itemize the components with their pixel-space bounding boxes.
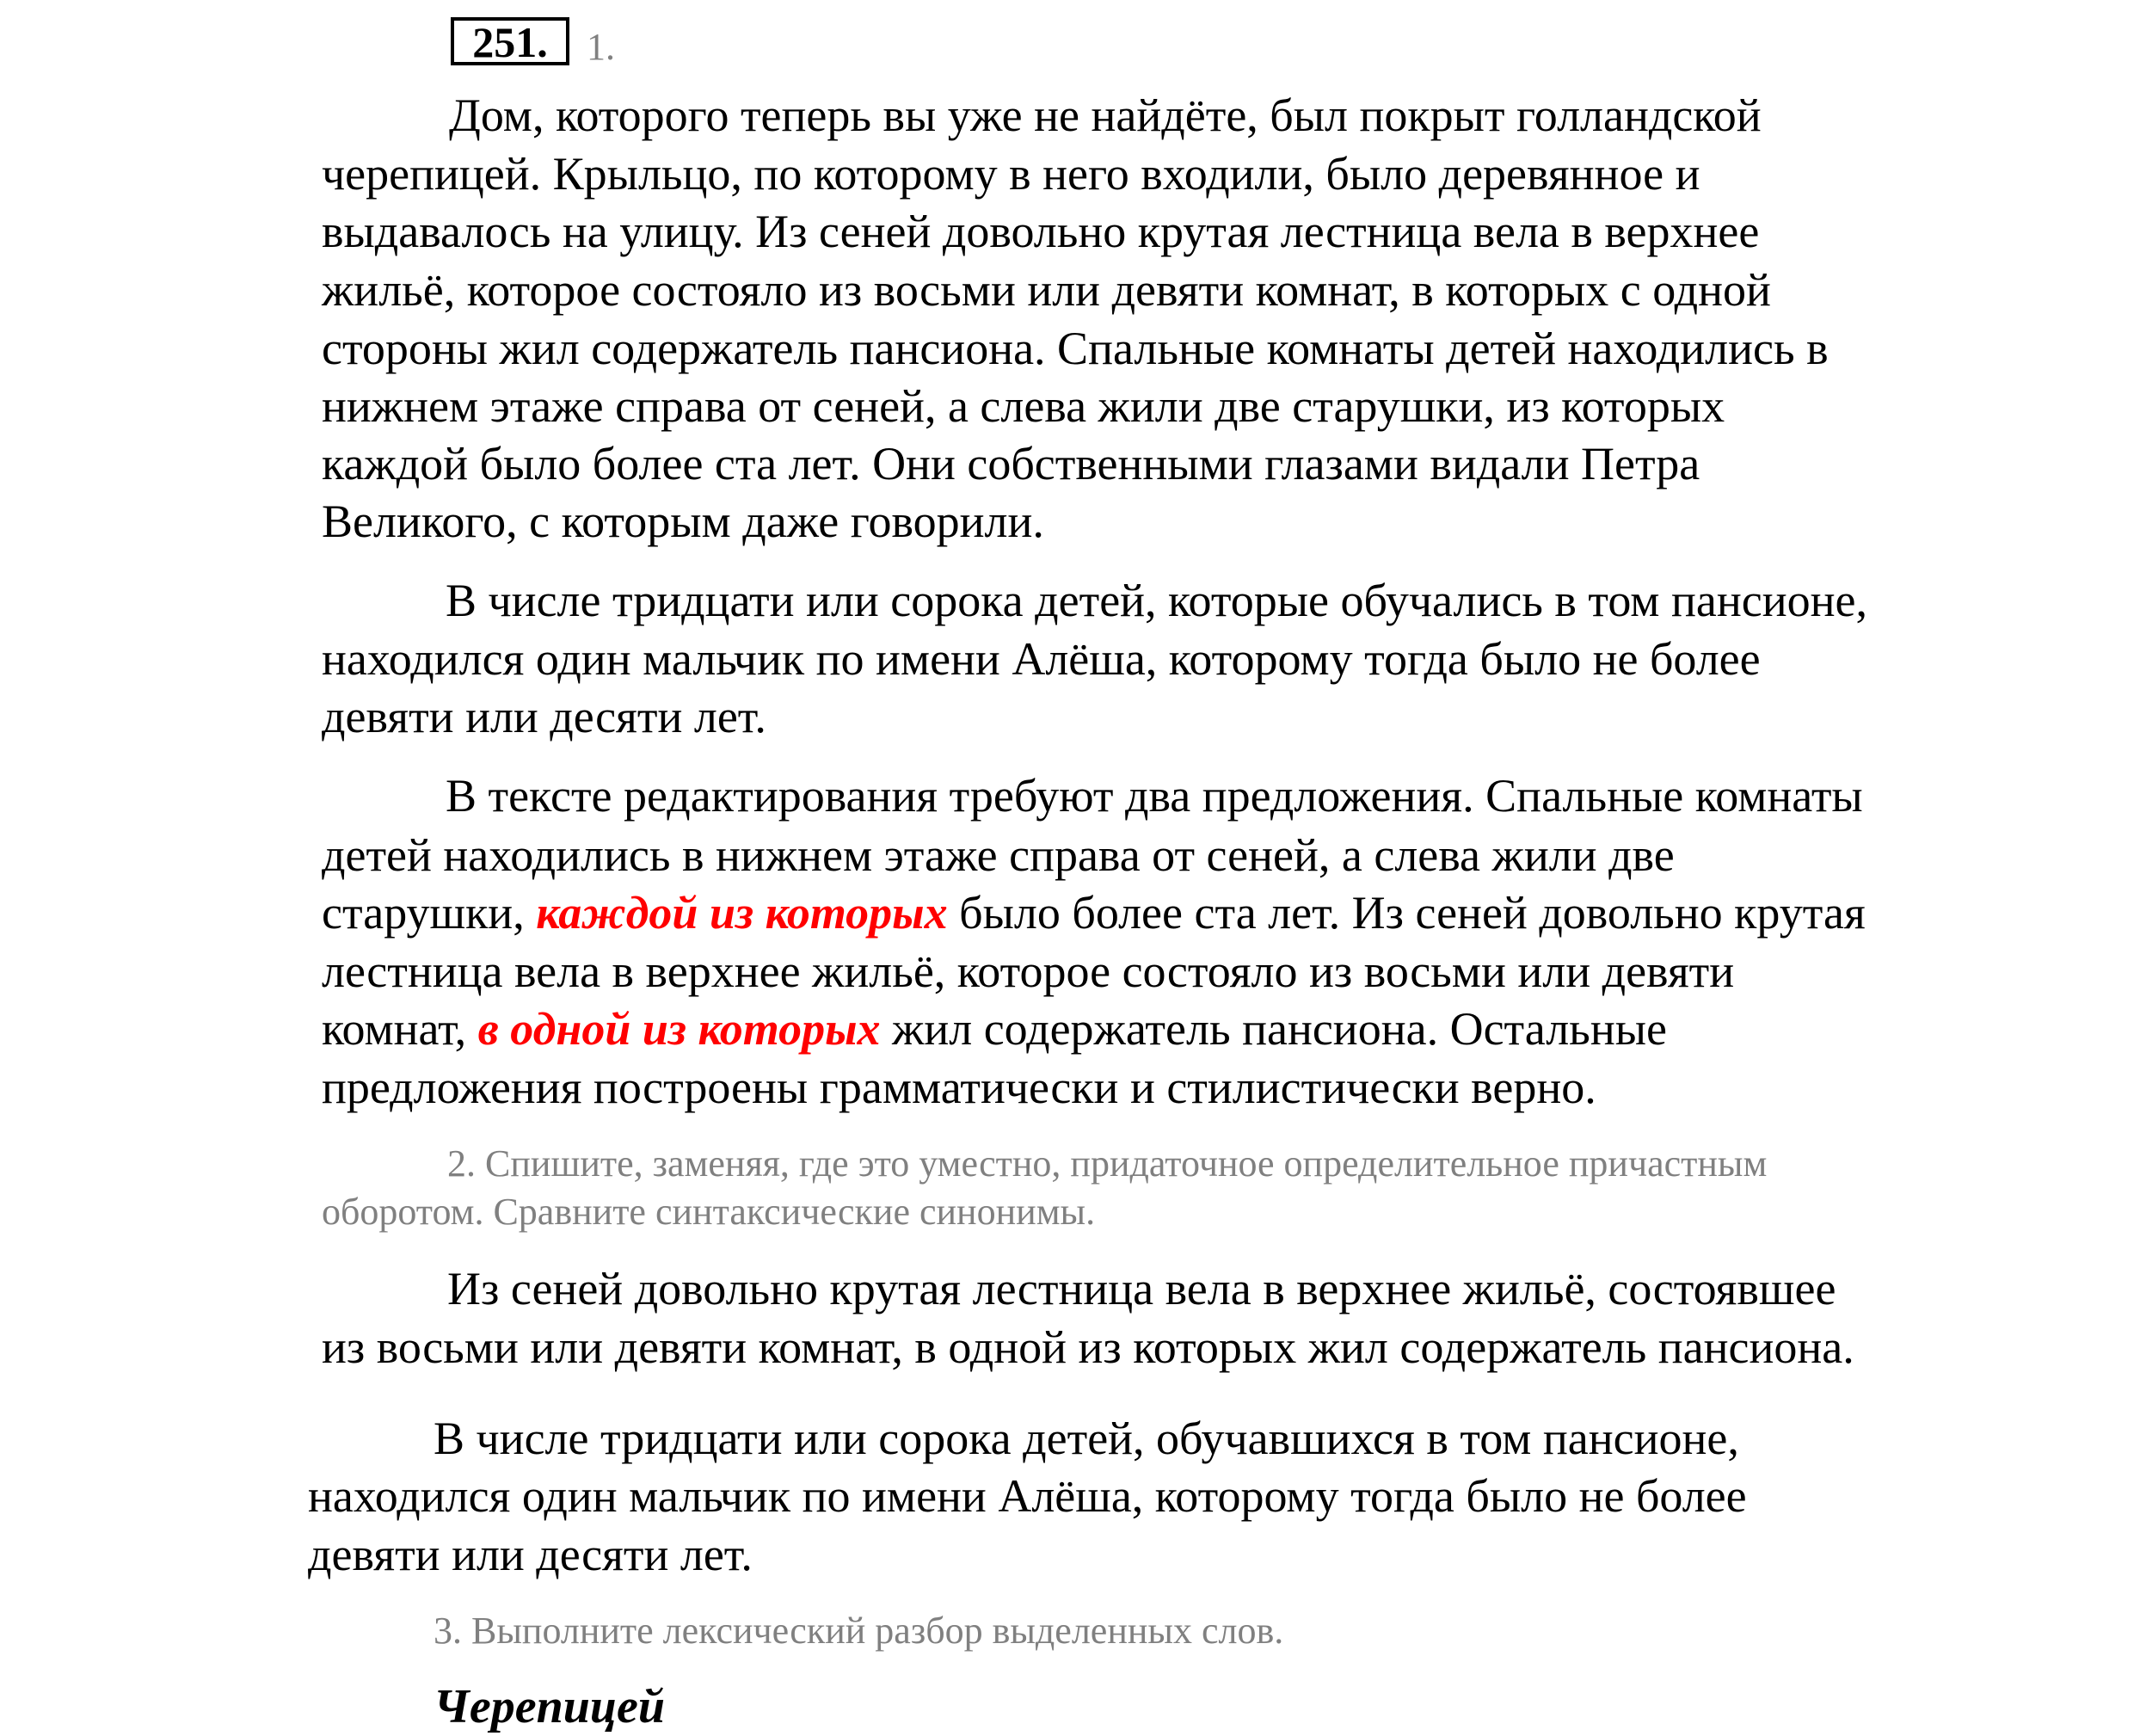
text-line: находился один мальчик по имени Алёша, которому тогда было не более xyxy=(322,633,1761,685)
task-1-label: 1. xyxy=(587,26,615,68)
text-line: жильё, которое состояло из восьми или девяти комнат, в которых с одной xyxy=(322,264,1771,316)
text-line: детей находились в нижнем этаже справа от сеней, а слева жили две xyxy=(322,829,1675,881)
text-segment: было более ста лет. Из сеней довольно крутая xyxy=(947,887,1866,939)
text-segment: комнат, xyxy=(322,1003,478,1055)
text-line: В тексте редактирования требуют два предложения. Спальные комнаты xyxy=(446,770,1863,822)
text-line: девяти или десяти лет. xyxy=(322,691,766,742)
term-heading: Черепицей xyxy=(434,1680,666,1733)
text-segment: старушки, xyxy=(322,887,537,939)
text-line xyxy=(322,883,1866,942)
text-line: В числе тридцати или сорока детей, обучавшихся в том пансионе, xyxy=(434,1413,1739,1464)
text-line: В числе тридцати или сорока детей, которые обучались в том пансионе, xyxy=(446,575,1867,626)
highlighted-phrase: в одной из которых xyxy=(477,1003,881,1055)
text-line: лестница вела в верхнее жильё, которое состояло из восьми или девяти xyxy=(322,945,1735,997)
text-line: из восьми или девяти комнат, в одной из которых жил содержатель пансиона. xyxy=(322,1321,1854,1373)
instruction-3: 3. Выполните лексический разбор выделенных слов. xyxy=(434,1610,1284,1652)
text-line: стороны жил содержатель пансиона. Спальные комнаты детей находились в xyxy=(322,323,1829,374)
highlighted-phrase: каждой из которых xyxy=(536,887,948,939)
text-segment: жил содержатель пансиона. Остальные xyxy=(880,1003,1667,1055)
text-line: нижнем этаже справа от сеней, а слева жили две старушки, из которых xyxy=(322,380,1725,432)
text-line: девяти или десяти лет. xyxy=(308,1529,753,1580)
text-line: Великого, с которым даже говорили. xyxy=(322,496,1044,547)
text-line xyxy=(322,1000,1667,1058)
text-line: каждой было более ста лет. Они собственными глазами видали Петра xyxy=(322,438,1700,489)
text-line: предложения построены грамматически и стилистически верно. xyxy=(322,1062,1596,1113)
instruction-line: 2. Спишите, заменяя, где это уместно, придаточное определительное причастным xyxy=(447,1142,1768,1185)
text-line: выдавалось на улицу. Из сеней довольно крутая лестница вела в верхнее xyxy=(322,206,1760,257)
text-line: черепицей. Крыльцо, по которому в него входили, было деревянное и xyxy=(322,148,1700,200)
text-line: Из сеней довольно крутая лестница вела в верхнее жильё, состоявшее xyxy=(447,1263,1836,1314)
instruction-line: оборотом. Сравните синтаксические синонимы. xyxy=(322,1191,1096,1233)
text-line: Дом, которого теперь вы уже не найдёте, был покрыт голландской xyxy=(449,89,1762,141)
text-line: находился один мальчик по имени Алёша, которому тогда было не более xyxy=(308,1470,1747,1522)
exercise-number-box: 251. xyxy=(451,17,569,65)
